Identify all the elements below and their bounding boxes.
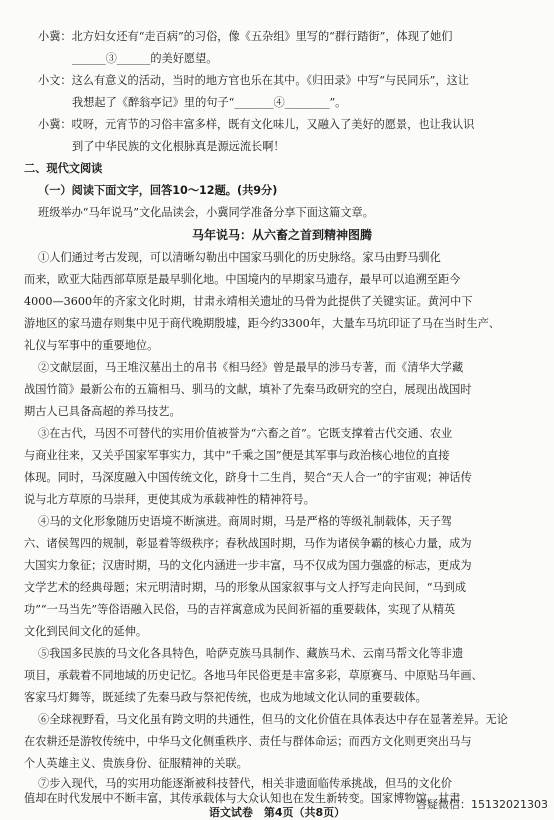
article-line: 客家马灯舞等，既延续了先秦马政与祭祀传统，也成为地域文化认同的重要载体。 bbox=[24, 691, 427, 704]
article-line: 六、诸侯驾四的规制，彰显着等级秩序；春秋战国时期，马作为诸侯争霸的核心力量，成为 bbox=[24, 537, 472, 550]
article-line: 说与北方草原的马崇拜，更使其成为承载神性的精神符号。 bbox=[24, 493, 315, 506]
article-line: 游地区的家马遗存则集中见于商代晚期殷墟，距今约3300年，大量车马坑印证了马在当时生产、 bbox=[24, 317, 500, 330]
section-heading: 二、现代文阅读 bbox=[24, 162, 103, 175]
article-line: 值却在时代发展中不断丰富，其传承载体与大众认知也在发生新转变。国家博物馆、甘肃 bbox=[24, 792, 461, 805]
article-line: ④马的文化形象随历史语境不断演进。商周时期，马是严格的等级礼制载体，天子驾 bbox=[38, 515, 452, 528]
article-line: ③在古代，马因不可替代的实用价值被誉为“六畜之首”。它既支撑着古代交通、农业 bbox=[38, 427, 453, 440]
article-line: 功”“一马当先”等俗语融入民俗，马的吉祥寓意成为民间祈福的重要载体，实现了从精英 bbox=[24, 603, 456, 616]
article-line: 项目，承载着不同地域的历史记忆。各地马年民俗更是丰富多彩，草原赛马、中原贴马年画、 bbox=[24, 669, 483, 682]
article-line: ②文献层面，马王堆汉墓出土的帛书《相马经》曾是最早的涉马专著，而《清华大学藏 bbox=[38, 361, 464, 374]
article-title: 马年说马：从六畜之首到精神图腾 bbox=[192, 228, 373, 242]
dialogue-line: ______③______的美好愿望。 bbox=[72, 52, 218, 65]
subsection-heading: （一）阅读下面文字，回答10～12题。(共9分) bbox=[38, 184, 278, 197]
article-line: 在农耕还是游牧传统中，中华马文化侧重秩序、责任与群体命运；而西方文化则更突出马与 bbox=[24, 735, 472, 748]
intro-text: 班级举办“马年说马”文化品读会，小冀同学准备分享下面这篇文章。 bbox=[38, 206, 374, 219]
dialogue-line: 小冀：北方妇女还有“走百病”的习俗，像《五杂组》里写的“群行踏街”，体现了她们 bbox=[38, 30, 453, 43]
dialogue-line: 我想起了《醉翁亭记》里的句子“_______④________”。 bbox=[72, 96, 347, 109]
watermark-text: 答疑微信：15132021303 bbox=[416, 798, 548, 811]
dialogue-line: 到了中华民族的文化根脉真是源远流长啊！ bbox=[72, 140, 285, 153]
article-line: 文学艺术的经典母题；宋元明清时期，马的形象从国家叙事与文人抒写走向民间，“马到成 bbox=[24, 581, 467, 594]
article-line: 与商业往来，又关乎国家军事实力，其中“千乘之国”便是其军事与政治核心地位的直接 bbox=[24, 449, 450, 462]
article-line: 礼仪与军事中的重要地位。 bbox=[24, 339, 159, 352]
article-line: ⑤我国多民族的马文化各具特色，哈萨克族马具制作、藏族马术、云南马帮文化等非遗 bbox=[38, 647, 464, 660]
dialogue-line: 小冀：哎呀，元宵节的习俗丰富多样，既有文化味儿，又融入了美好的愿景，也让我认识 bbox=[38, 118, 475, 131]
article-line: ⑥全球视野看，马文化虽有跨文明的共通性，但马的文化价值在具体表达中存在显著差异。无论 bbox=[38, 713, 508, 726]
article-line: 大国实力象征；汉唐时期，马的文化内涵进一步丰富，马不仅成为国力强盛的标志，更成为 bbox=[24, 559, 472, 572]
article-line: ⑦步入现代，马的实用功能逐渐被科技替代，相关非遗面临传承挑战，但马的文化价 bbox=[38, 777, 452, 790]
article-line: 体现。同时，马深度融入中国传统文化，跻身十二生肖，契合“天人合一”的宇宙观；神话传 bbox=[24, 471, 472, 484]
article-line: 而来，欧亚大陆西部草原是最早驯化地。中国境内的早期家马遗存，最早可以追溯至距今 bbox=[24, 273, 461, 286]
article-line: 期古人已具备高超的养马技艺。 bbox=[24, 405, 181, 418]
page-footer: 语文试卷 第4页（共8页） bbox=[208, 806, 346, 819]
article-line: 文化到民间文化的延伸。 bbox=[24, 625, 148, 638]
article-line: 个人英雄主义、贵族身份、征服精神的关联。 bbox=[24, 757, 248, 770]
article-line: ①人们通过考古发现，可以清晰勾勒出中国家马驯化的历史脉络。家马由野马驯化 bbox=[38, 251, 441, 264]
article-line: 战国竹简》最新公布的五篇相马、驯马的文献，填补了先秦马政研究的空白，展现出战国时 bbox=[24, 383, 472, 396]
article-line: 4000—3600年的齐家文化时期，甘肃永靖相关遗址的马骨为此提供了关键实证。黄河中下 bbox=[24, 295, 473, 308]
dialogue-line: 小文：这么有意义的活动，当时的地方官也乐在其中。《归田录》中写“与民同乐”，这让 bbox=[38, 74, 469, 87]
